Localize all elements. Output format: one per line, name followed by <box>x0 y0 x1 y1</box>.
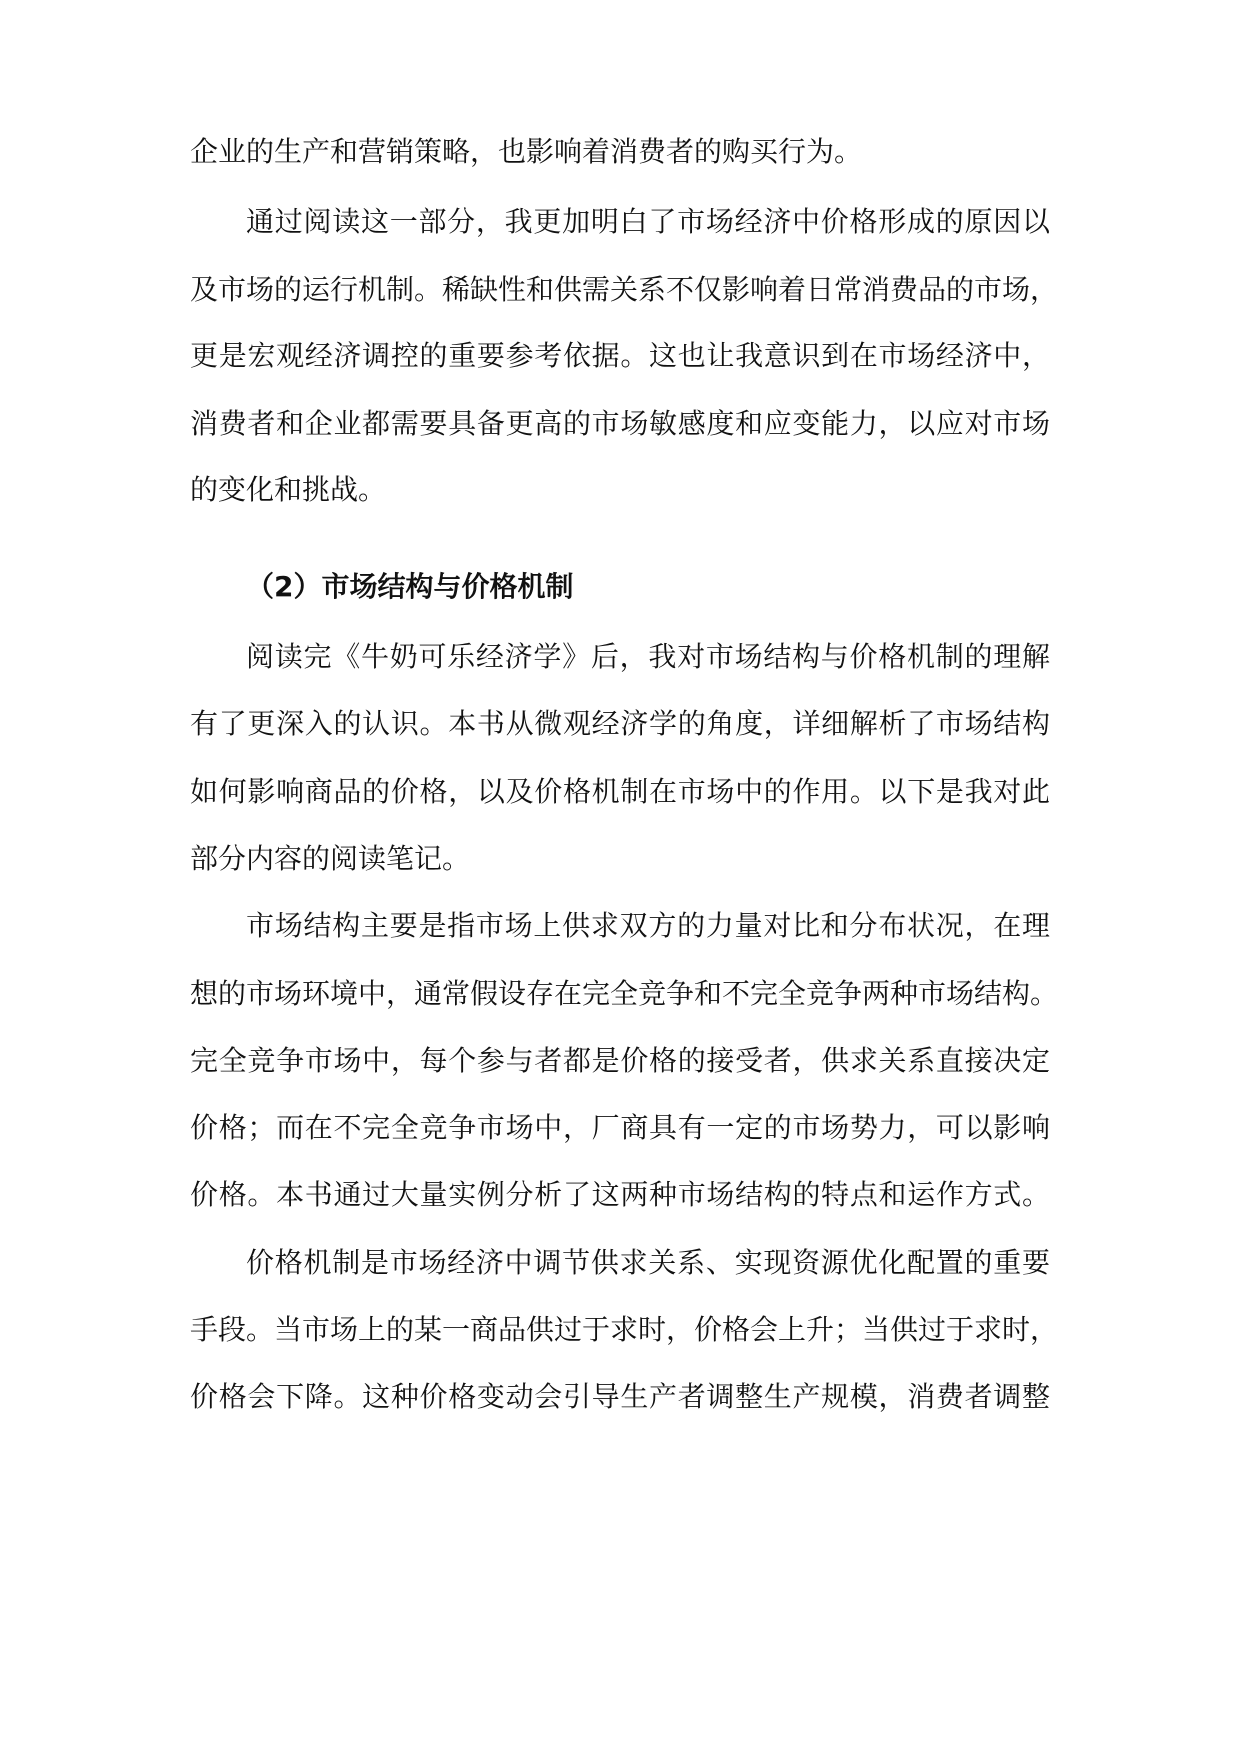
paragraph-line: 如何影响商品的价格，以及价格机制在市场中的作用。以下是我对此 <box>190 775 1050 808</box>
paragraph-line: 价格。本书通过大量实例分析了这两种市场结构的特点和运作方式。 <box>190 1178 1050 1211</box>
paragraph-line: 价格；而在不完全竞争市场中，厂商具有一定的市场势力，可以影响 <box>190 1111 1050 1144</box>
paragraph-line: 完全竞争市场中，每个参与者都是价格的接受者，供求关系直接决定 <box>190 1044 1050 1077</box>
paragraph-line: 消费者和企业都需要具备更高的市场敏感度和应变能力，以应对市场 <box>190 407 1050 440</box>
paragraph-line: 价格会下降。这种价格变动会引导生产者调整生产规模，消费者调整 <box>190 1380 1050 1413</box>
paragraph-line: 更是宏观经济调控的重要参考依据。这也让我意识到在市场经济中， <box>190 339 1050 372</box>
paragraph-line: 企业的生产和营销策略，也影响着消费者的购买行为。 <box>190 135 863 168</box>
paragraph-line: 市场结构主要是指市场上供求双方的力量对比和分布状况，在理 <box>246 909 1050 942</box>
paragraph-line: 通过阅读这一部分，我更加明白了市场经济中价格形成的原因以 <box>246 205 1050 238</box>
paragraph-line: 阅读完《牛奶可乐经济学》后，我对市场结构与价格机制的理解 <box>246 640 1050 673</box>
paragraph-line: 价格机制是市场经济中调节供求关系、实现资源优化配置的重要 <box>246 1246 1050 1279</box>
paragraph-line: 手段。当市场上的某一商品供过于求时，价格会上升；当供过于求时， <box>190 1313 1059 1346</box>
paragraph-line: 及市场的运行机制。稀缺性和供需关系不仅影响着日常消费品的市场， <box>190 273 1059 306</box>
paragraph-line: 的变化和挑战。 <box>190 473 387 506</box>
paragraph-line: 有了更深入的认识。本书从微观经济学的角度，详细解析了市场结构 <box>190 707 1050 740</box>
paragraph-line: 部分内容的阅读笔记。 <box>190 842 471 875</box>
section-heading: （2）市场结构与价格机制 <box>246 570 574 603</box>
paragraph-line: 想的市场环境中，通常假设存在完全竞争和不完全竞争两种市场结构。 <box>190 977 1059 1010</box>
